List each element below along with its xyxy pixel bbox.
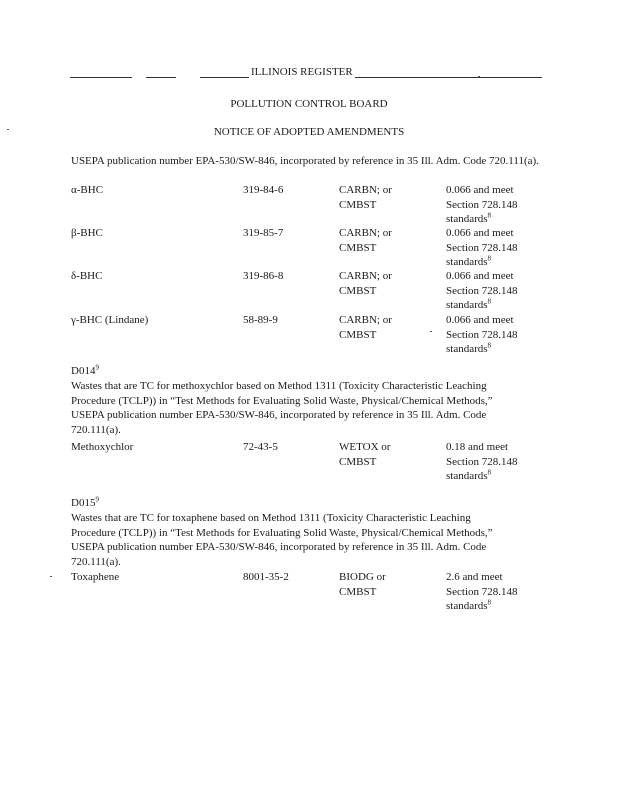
constituent-name: δ-BHC xyxy=(71,270,103,282)
constituent-name: γ-BHC (Lindane) xyxy=(71,314,149,326)
scan-speck xyxy=(50,576,52,577)
scan-speck xyxy=(7,129,9,130)
technology: BIODG or CMBST xyxy=(339,571,386,598)
constituent-name: Toxaphene xyxy=(71,571,120,583)
footnote-marker: 8 xyxy=(487,211,492,220)
technology: CARBN; or CMBST xyxy=(339,314,392,341)
notice-title: NOTICE OF ADOPTED AMENDMENTS xyxy=(213,126,405,138)
constituent-name: Methoxychlor xyxy=(71,441,134,453)
cas-number: 319-84-6 xyxy=(243,184,284,196)
intro-text: USEPA publication number EPA-530/SW-846, incorporated by reference in 35 Ill. Adm. Code 720.111(a). xyxy=(71,155,539,167)
footnote-marker: 8 xyxy=(487,341,492,350)
board-title: POLLUTION CONTROL BOARD xyxy=(230,98,388,110)
constituent-name: α-BHC xyxy=(71,184,104,196)
standard: 0.066 and meet Section 728.148 standards$^8$ xyxy=(446,270,518,311)
scan-speck xyxy=(478,76,480,77)
register-title: ILLINOIS REGISTER xyxy=(251,66,353,78)
cas-number: 58-89-9 xyxy=(243,314,278,326)
cas-number: 8001-35-2 xyxy=(243,571,289,583)
d014-description: Wastes that are TC for methoxychlor based on Method 1311 (Toxicity Characteristic Leaching Procedure (TCLP)) in “Test Methods for Evaluating Solid Waste, Physical/Chemical Methods,” USEPA publication number EPA-530/SW-846, incorporated by reference in 35 Ill. Adm. Code 720.111(a). xyxy=(71,380,493,436)
waste-code-d015: $D015^9$ xyxy=(71,495,99,509)
standard: 0.066 and meet Section 728.148 standards$^8$ xyxy=(446,227,518,268)
footnote-marker: 8 xyxy=(487,297,492,306)
standard: 0.066 and meet Section 728.148 standards$^8$ xyxy=(446,184,518,225)
standard: 0.18 and meet Section 728.148 standards$^8$ xyxy=(446,441,518,482)
scan-speck xyxy=(430,331,432,332)
header-rule-gap xyxy=(176,70,200,80)
constituent-name: β-BHC xyxy=(71,227,103,239)
footnote-marker: 8 xyxy=(487,598,492,607)
header-rule-gap xyxy=(132,70,146,80)
technology: WETOX or CMBST xyxy=(339,441,391,468)
standard: 0.066 and meet Section 728.148 standards$^8$ xyxy=(446,314,518,355)
technology: CARBN; or CMBST xyxy=(339,184,392,211)
waste-code-d014: $D014^9$ xyxy=(71,363,99,377)
footnote-marker: 9 xyxy=(95,495,99,504)
cas-number: 319-85-7 xyxy=(243,227,284,239)
d015-description: Wastes that are TC for toxaphene based on Method 1311 (Toxicity Characteristic Leaching Procedure (TCLP)) in “Test Methods for Evaluating Solid Waste, Physical/Chemical Methods,” USEPA publication number EPA-530/SW-846, incorporated by reference in 35 Ill. Adm. Code 720.111(a). xyxy=(71,512,493,568)
footnote-marker: 8 xyxy=(487,254,492,263)
cas-number: 319-86-8 xyxy=(243,270,284,282)
footnote-marker: 9 xyxy=(95,363,99,372)
standard: 2.6 and meet Section 728.148 standards$^8$ xyxy=(446,571,518,612)
cas-number: 72-43-5 xyxy=(243,441,278,453)
footnote-marker: 8 xyxy=(487,468,492,477)
technology: CARBN; or CMBST xyxy=(339,227,392,254)
technology: CARBN; or CMBST xyxy=(339,270,392,297)
